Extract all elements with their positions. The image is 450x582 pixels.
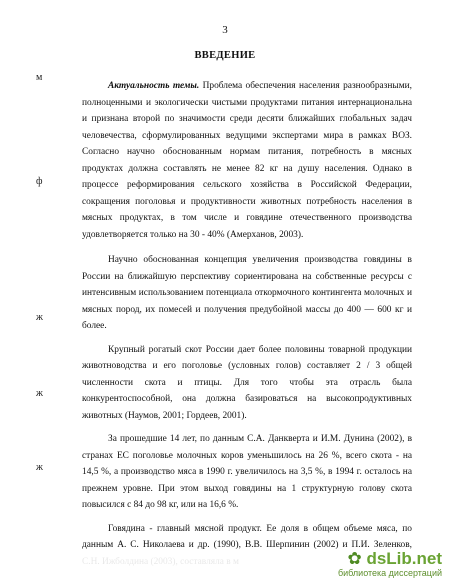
margin-mark: м [36, 72, 43, 83]
watermark-logo-text: dsLib.net [366, 549, 442, 568]
watermark-overlay [0, 549, 450, 582]
watermark-subtitle: библиотека диссертаций [337, 568, 442, 578]
watermark-logo [338, 550, 442, 568]
page-number: 3 [222, 24, 228, 36]
paragraph-text: Говядина - главный мясной продукт. Ее доля в общем объеме мяса, по данным А. С. Николаева и др. (1990), В.В. Шерпинин (2002) и П.И. Зеленков, [82, 523, 412, 550]
paragraph [82, 431, 412, 514]
margin-mark: ж [36, 462, 43, 473]
section-heading: ВВЕДЕНИЕ [194, 50, 256, 61]
paragraph-text: Проблема обеспечения населения разнообразными, полноценными и экологически чистыми продуктами питания интернациональна и признана второй по значимости среди десяти ближайших глобальных задач человечества, сформулированных ведущими экспертами мира в рамках ВОЗ. Согласно научно обоснованным нормам питания, потребность в мясных продуктах должна составлять не менее 82 кг на душу населения. Однако в процессе реформирования сельского хозяйства в Российской Федерации, сокращения поголовья и продуктивности животных потребность населения в мясных продуктах, в том числе и говядине отечественного производства удовлетворяется только на 30 - 40% (Амерханов, 2003). [82, 81, 412, 240]
margin-mark: ж [36, 312, 43, 323]
paragraph-text: Крупный рогатый скот России дает более половины товарной продукции животноводства и его поголовье (условных голов) составляет 2 / 3 общей численности скота и птицы. Для того чтобы эта отрасль была конкурентоспособной, она должна базироваться на высокопродуктивных животных (Наумов, 2001; Гордеев, 2001). [82, 344, 412, 421]
margin-mark: ж [36, 388, 43, 399]
paragraph-text: За прошедшие 14 лет, по данным С.А. Данкверта и И.М. Дунина (2002), в странах ЕС поголовье молочных коров уменьшилось на 26 %, всего скота - на 14,5 %, а производство мяса в 1990 г. увеличилось на 3,5 %, в 1994 г. осталось на прежнем уровне. При этом выход говядины на 1 структурную голову скота повысился с 84 до 98 кг, или на 16,6 %. [82, 434, 412, 510]
paragraph [82, 252, 412, 335]
paragraph [82, 78, 412, 243]
margin-mark: ф [36, 176, 43, 187]
paragraph-text: Научно обоснованная концепция увеличения производства говядины в России на ближайшую перспективу сориентирована на собственные ресурсы с интенсивным использованием потенциала откормочного контингента молочных и мясных пород, их помесей и получения предубойной массы до 400 — 600 кг и более. [82, 255, 412, 331]
watermark[interactable] [338, 550, 442, 578]
paragraph [82, 342, 412, 425]
document-body [82, 78, 412, 577]
leaf-icon: ✿ [347, 549, 367, 568]
paragraph-lead: Актуальность темы. [108, 81, 200, 91]
